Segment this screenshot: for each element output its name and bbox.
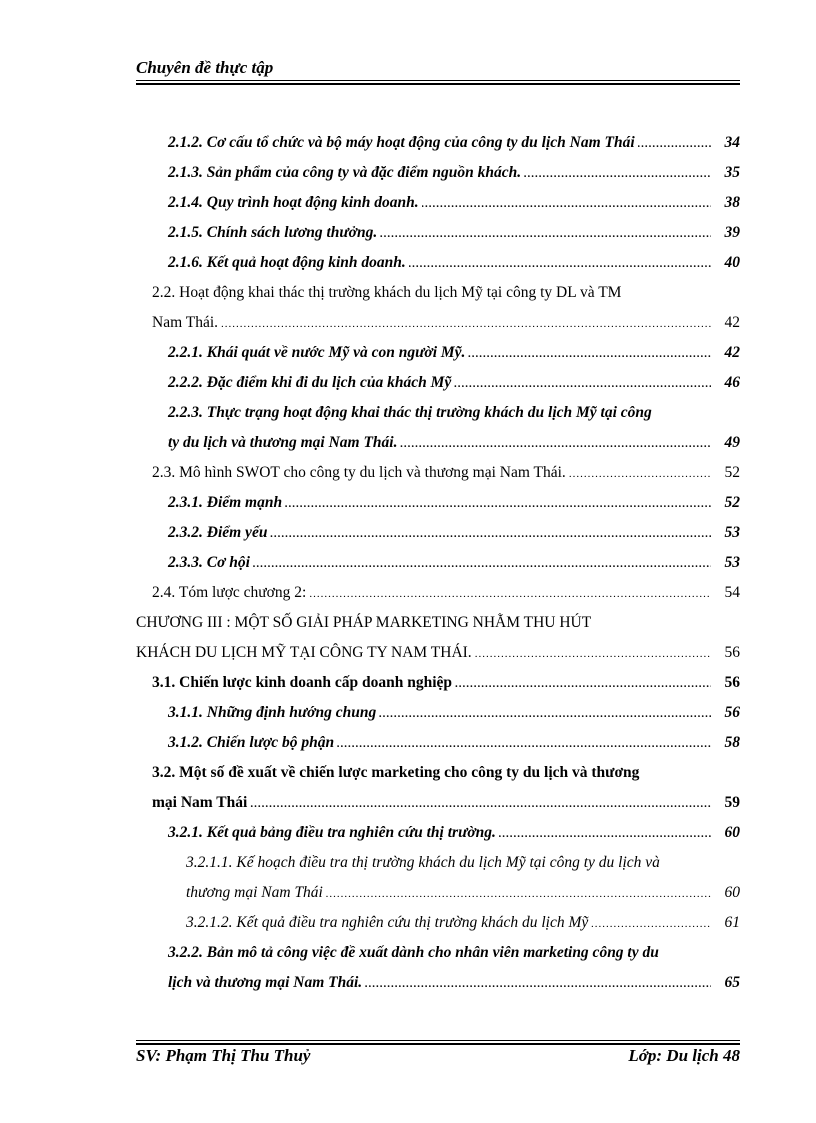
toc-leader [422, 198, 711, 210]
toc-entry [168, 554, 740, 572]
toc-page-number: 42 [724, 344, 740, 361]
toc-page-number: 53 [724, 524, 740, 541]
toc-entry-text: Nam Thái. [152, 314, 219, 331]
toc-entry-text: 2.2.3. Thực trạng hoạt động khai thác thị trường khách du lịch Mỹ tại công [168, 404, 652, 421]
toc-entry [152, 674, 740, 692]
toc-leader [250, 798, 711, 810]
toc-page-number: 65 [724, 974, 740, 991]
toc-entry [168, 134, 740, 152]
toc-page-number: 52 [724, 494, 740, 511]
toc-entry-text: 2.2.2. Đặc điểm khi đi du lịch của khách Mỹ [168, 374, 452, 391]
toc-page-number: 39 [724, 224, 740, 241]
toc-entry-text: mại Nam Thái [152, 794, 248, 811]
toc-leader [468, 348, 711, 360]
toc-leader [454, 378, 711, 390]
toc-leader [379, 708, 711, 720]
toc-entry-text: 2.1.6. Kết quả hoạt động kinh doanh. [168, 254, 406, 271]
header-rule [136, 80, 740, 85]
toc-entry-text: 2.2. Hoạt động khai thác thị trường khách du lịch Mỹ tại công ty DL và TM [152, 284, 622, 301]
toc-entry-text: 3.2.2. Bản mô tả công việc đề xuất dành cho nhân viên marketing công ty du [168, 944, 659, 961]
toc-leader [221, 318, 711, 330]
toc-entry-text: 3.1. Chiến lược kinh doanh cấp doanh nghiệp [152, 674, 453, 691]
toc-entry-text: 3.2.1.1. Kế hoạch điều tra thị trường khách du lịch Mỹ tại công ty du lịch và [186, 854, 660, 871]
footer-student-name: SV: Phạm Thị Thu Thuỷ [136, 1046, 311, 1065]
toc-page-number: 38 [724, 194, 740, 211]
toc-page-number: 34 [724, 134, 740, 151]
toc-entry [152, 794, 740, 812]
toc-entry-text: 2.1.4. Quy trình hoạt động kinh doanh. [168, 194, 419, 211]
toc-entry [152, 584, 740, 602]
toc-entry [186, 884, 740, 902]
toc-page-number: 56 [724, 704, 740, 721]
toc-entry-text: 2.3. Mô hình SWOT cho công ty du lịch và thương mại Nam Thái. [152, 464, 566, 481]
toc-page-number: 40 [724, 254, 740, 271]
toc-page-number: 56 [724, 644, 740, 661]
toc-entry [152, 314, 740, 332]
toc-page-number: 49 [724, 434, 740, 451]
toc-entry-text: 2.3.3. Cơ hội [168, 554, 250, 571]
toc-leader [455, 678, 711, 690]
toc-entry [168, 194, 740, 212]
toc-entry [168, 374, 740, 392]
toc-entry [152, 464, 740, 482]
toc-entry [168, 974, 740, 992]
toc-entry [168, 494, 740, 512]
toc-entry-text: KHÁCH DU LỊCH MỸ TẠI CÔNG TY NAM THÁI. [136, 644, 472, 661]
toc-page-number: 56 [724, 674, 740, 691]
footer-rule [136, 1040, 740, 1045]
toc-entry-text: 3.1.2. Chiến lược bộ phận [168, 734, 335, 751]
toc-leader [326, 888, 711, 900]
toc-entry [168, 254, 740, 272]
toc-entry-text: lịch và thương mại Nam Thái. [168, 974, 363, 991]
toc-entry [136, 644, 740, 662]
toc-entry-text: 3.2.1.2. Kết quả điều tra nghiên cứu thị trường khách du lịch Mỹ [186, 914, 589, 931]
toc-entry-text: 2.3.2. Điểm yếu [168, 524, 268, 541]
toc-leader [409, 258, 711, 270]
toc-leader [400, 438, 711, 450]
toc-entry [168, 704, 740, 722]
toc-entry-text: 2.1.2. Cơ cấu tổ chức và bộ máy hoạt động của công ty du lịch Nam Thái [168, 134, 635, 151]
toc-entry-text: 3.2. Một số đề xuất về chiến lược marketing cho công ty du lịch và thương [152, 764, 640, 781]
toc-entry [168, 824, 740, 842]
toc-entry [168, 164, 740, 182]
toc-page-number: 46 [724, 374, 740, 391]
toc-entry [168, 434, 740, 452]
header-title: Chuyên đề thực tập [136, 58, 274, 77]
toc-page-number: 53 [724, 554, 740, 571]
toc-entry [168, 344, 740, 362]
toc-leader [365, 978, 711, 990]
toc-entry-text: 2.1.5. Chính sách lương thưởng. [168, 224, 378, 241]
toc-entry-text: thương mại Nam Thái [186, 884, 323, 901]
toc-leader [475, 648, 711, 660]
toc-entry [186, 914, 740, 932]
toc-entry-text: 2.2.1. Khái quát về nước Mỹ và con người Mỹ. [168, 344, 466, 361]
toc-entry [168, 524, 740, 542]
toc-entry-text: ty du lịch và thương mại Nam Thái. [168, 434, 398, 451]
toc-page-number: 52 [724, 464, 740, 481]
toc-leader [337, 738, 711, 750]
toc-page-number: 60 [724, 884, 740, 901]
toc-entry [168, 224, 740, 242]
toc-leader [285, 498, 711, 510]
toc-entry-text: 2.4. Tóm lược chương 2: [152, 584, 307, 601]
toc-entry-text: 3.1.1. Những định hướng chung [168, 704, 377, 721]
footer-class: Lớp: Du lịch 48 [628, 1046, 740, 1065]
toc-entry-text: 2.1.3. Sản phẩm của công ty và đặc điểm nguồn khách. [168, 164, 522, 181]
toc-entry [168, 734, 740, 752]
toc-page-number: 54 [724, 584, 740, 601]
toc-page-number: 42 [724, 314, 740, 331]
toc-leader [380, 228, 711, 240]
toc-page-number: 61 [724, 914, 740, 931]
toc-page-number: 59 [724, 794, 740, 811]
toc-leader [524, 168, 711, 180]
toc-entry-text: 2.3.1. Điểm mạnh [168, 494, 283, 511]
toc-entry-text: CHƯƠNG III : MỘT SỐ GIẢI PHÁP MARKETING NHẰM THU HÚT [136, 614, 592, 631]
toc-page-number: 35 [724, 164, 740, 181]
toc-leader [309, 588, 711, 600]
toc-page-number: 60 [724, 824, 740, 841]
toc-leader [499, 828, 711, 840]
toc-entry-text: 3.2.1. Kết quả bảng điều tra nghiên cứu thị trường. [168, 824, 496, 841]
toc-leader [569, 468, 711, 480]
toc-page-number: 58 [724, 734, 740, 751]
toc-leader [270, 528, 711, 540]
toc-leader [253, 558, 711, 570]
toc-leader [638, 138, 711, 150]
toc-leader [591, 918, 711, 930]
